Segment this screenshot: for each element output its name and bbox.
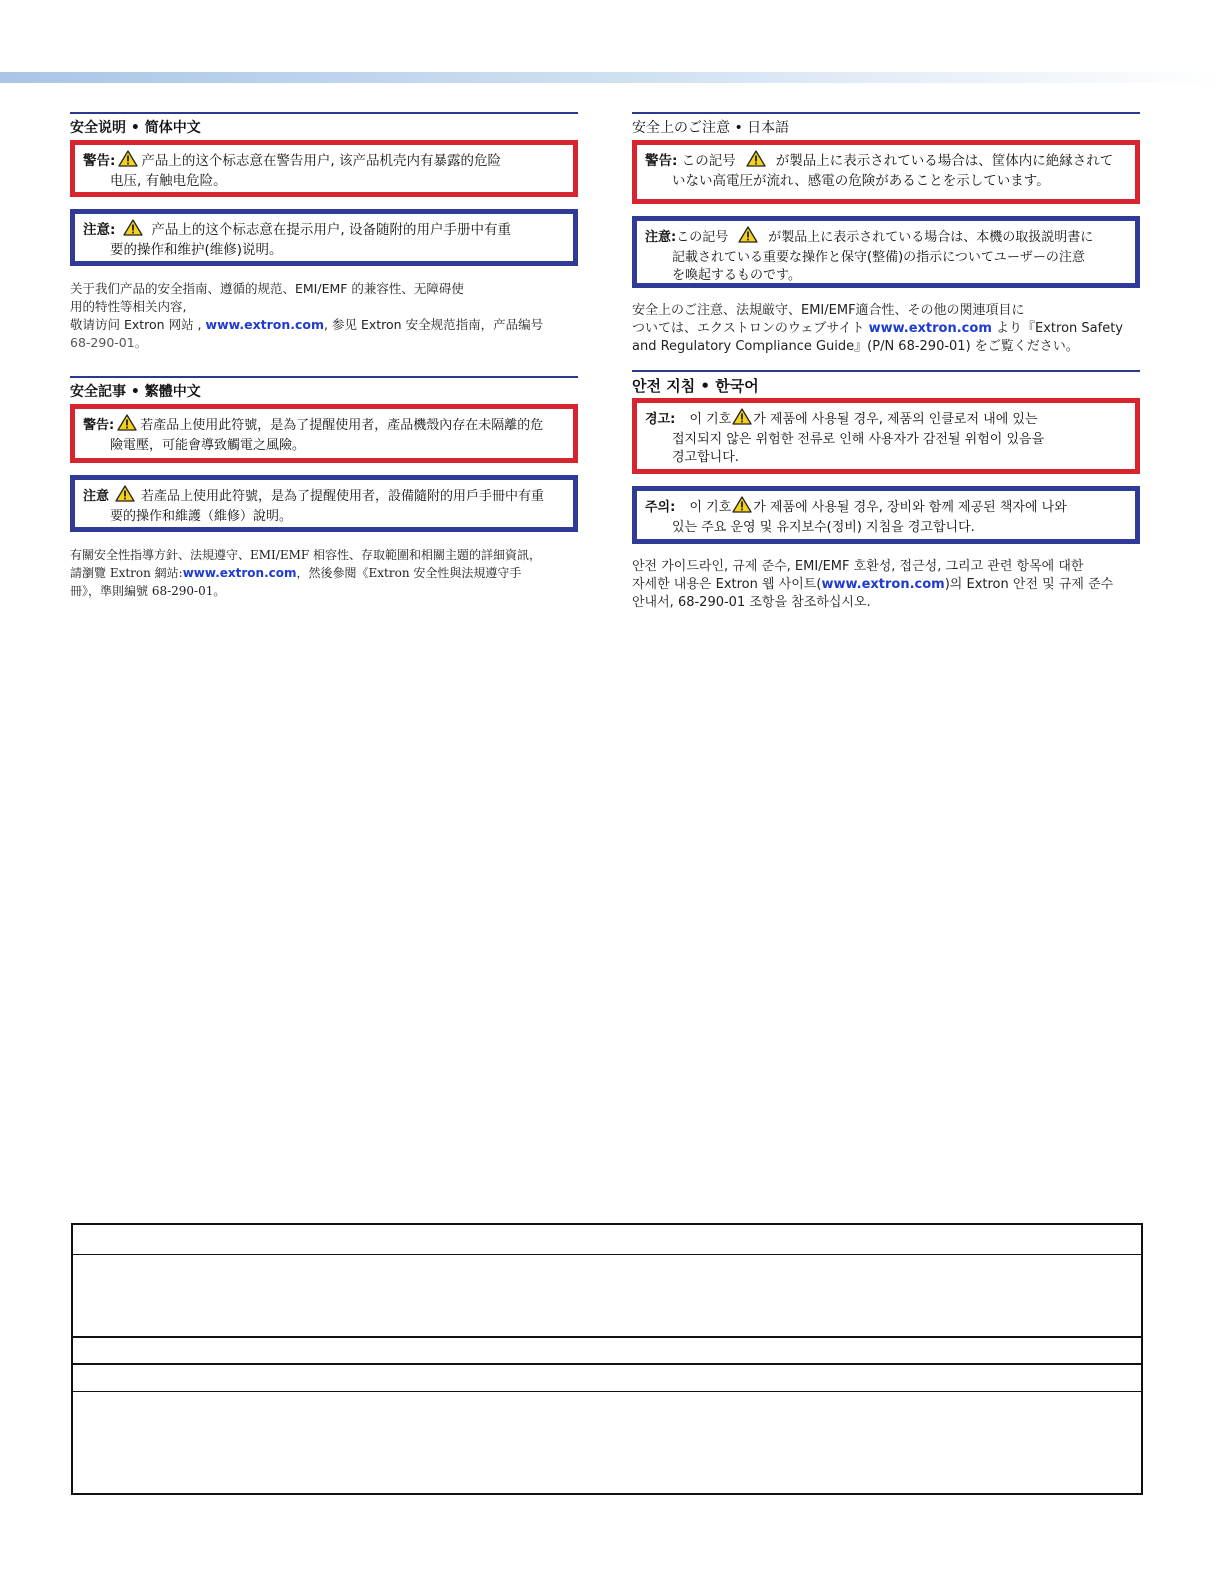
- section-traditional-chinese: [70, 376, 578, 600]
- paragraph-line: ついては、エクストロンのウェブサイト www.extron.com より『Extron Safety: [632, 321, 1123, 336]
- warning-icon: [115, 485, 135, 508]
- caution-box: [70, 209, 578, 266]
- caution-text: が製品上に表示されている場合は、本機の取扱説明書に: [768, 230, 1094, 245]
- paragraph-line: 关于我们产品的安全指南、遵循的规范、EMI/EMF 的兼容性、无障碍使: [70, 281, 464, 296]
- section-heading: 안전 지침 • 한국어: [632, 370, 1140, 398]
- section-simplified-chinese: [70, 112, 578, 352]
- extron-website-link[interactable]: www.extron.com: [821, 577, 945, 592]
- table-row: [73, 1392, 1141, 1493]
- warning-text-continued: 險電壓，可能會導致觸電之風險。: [110, 438, 306, 453]
- caution-text-continued: 要的操作和維護（維修）說明。: [110, 509, 293, 524]
- table-row: [73, 1225, 1141, 1255]
- warning-icon: [738, 226, 758, 249]
- caution-label: 注意: [83, 489, 110, 504]
- warning-text: 가 제품에 사용될 경우, 제품의 인클로저 내에 있는: [753, 412, 1038, 427]
- warning-text: 若產品上使用此符號，是為了提醒使用者，產品機殼內存在未隔離的危: [140, 418, 544, 433]
- section-japanese: [632, 112, 1140, 356]
- paragraph-line: 자세한 내용은 Extron 웹 사이트(www.extron.com)의 Extron 안전 및 규제 준수: [632, 577, 1114, 592]
- warning-text-continued: 경고합니다.: [672, 450, 739, 465]
- caution-label: 주의:: [645, 500, 676, 515]
- caution-text: 가 제품에 사용될 경우, 장비와 함께 제공된 책자에 나와: [753, 500, 1067, 515]
- caution-text-continued: を喚起するものです。: [672, 268, 801, 283]
- compliance-paragraph: [70, 280, 578, 352]
- paragraph-line: 안내서, 68-290-01 조항을 참조하십시오.: [632, 595, 871, 610]
- warning-label: 警告:: [83, 153, 116, 169]
- warning-icon: [746, 150, 766, 172]
- paragraph-line: 有關安全性指導方針、法規遵守、EMI/EMF 相容性、存取範圍和相關主題的詳細資訊，: [70, 548, 542, 562]
- warning-text-continued: 접지되지 않은 위험한 전류로 인해 사용자가 감전될 위험이 있음을: [672, 432, 1045, 447]
- table-row: [73, 1255, 1141, 1338]
- section-heading: 安全说明 • 简体中文: [70, 112, 578, 140]
- caution-text-continued: 記載されている重要な操作と保守(整備)の指示についてユーザーの注意: [672, 250, 1085, 265]
- section-heading: 安全記事 • 繁體中文: [70, 376, 578, 404]
- warning-icon: [732, 496, 752, 519]
- empty-form-table: [71, 1223, 1143, 1495]
- extron-website-link[interactable]: www.extron.com: [182, 566, 297, 580]
- caution-box: [70, 475, 578, 532]
- warning-label: 경고:: [645, 412, 676, 427]
- caution-box: 주의: 이 기호 가 제품에 사용될 경우, 장비와 함께 제공된 책자에 나와 있는 주요 운영 및 유지보수(정비) 지침을 경고합니다.: [632, 486, 1140, 544]
- paragraph-line: and Regulatory Compliance Guide』(P/N 68-290-01) をご覧ください。: [632, 339, 1079, 354]
- warning-box: [70, 404, 578, 463]
- caution-text-continued: 있는 주요 운영 및 유지보수(정비) 지침을 경고합니다.: [672, 520, 975, 535]
- caution-box: 注意:この記号 が製品上に表示されている場合は、本機の取扱説明書に 記載されている重要な操作と保守(整備)の指示についてユーザーの注意 を喚起するものです。: [632, 216, 1140, 288]
- paragraph-line: 68-290-01。: [70, 335, 148, 350]
- paragraph-line: 안전 가이드라인, 규제 준수, EMI/EMF 호환성, 접근성, 그리고 관련 항목에 대한: [632, 559, 1084, 574]
- section-heading: 安全上のご注意 • 日本語: [632, 112, 1140, 140]
- warning-icon: [118, 150, 138, 172]
- compliance-paragraph: [632, 558, 1140, 612]
- caution-text: 若產品上使用此符號，是為了提醒使用者，設備隨附的用戶手冊中有重: [141, 489, 545, 504]
- warning-label: 警告:: [645, 153, 678, 169]
- extron-website-link[interactable]: www.extron.com: [868, 321, 992, 336]
- warning-icon: [732, 408, 752, 431]
- section-korean: [632, 370, 1140, 612]
- warning-label: 警告:: [83, 418, 115, 433]
- warning-text: 产品上的这个标志意在警告用户, 该产品机壳内有暴露的危险: [141, 153, 501, 169]
- warning-box: 警告: この記号 が製品上に表示されている場合は、筐体内に絶縁されて いない高電圧が流れ、感電の危険があることを示しています。: [632, 140, 1140, 204]
- table-row: [73, 1365, 1141, 1392]
- paragraph-line: 安全上のご注意、法規厳守、EMI/EMF適合性、その他の関連項目に: [632, 303, 1025, 318]
- caution-label: 注意:: [83, 222, 116, 238]
- warning-box: [70, 140, 578, 197]
- paragraph-line: 用的特性等相关内容,: [70, 299, 187, 314]
- paragraph-line: 敬请访问 Extron 网站 , www.extron.com, 参见 Extron 安全规范指南，产品编号: [70, 317, 544, 332]
- header-gradient-bar: [0, 72, 1224, 83]
- paragraph-line: 請瀏覽 Extron 網站:www.extron.com，然後參閱《Extron 安全性與法規遵守手: [70, 566, 522, 580]
- left-column: [70, 112, 578, 600]
- warning-text-continued: 电压, 有触电危险。: [110, 173, 227, 189]
- caution-text: 产品上的这个标志意在提示用户, 设备随附的用户手册中有重: [151, 222, 511, 238]
- warning-box: 경고: 이 기호 가 제품에 사용될 경우, 제품의 인클로저 내에 있는 접지되지 않은 위험한 전류로 인해 사용자가 감전될 위험이 있음을 경고합니다.: [632, 398, 1140, 474]
- paragraph-line: 冊》，準則編號 68-290-01。: [70, 584, 226, 598]
- warning-icon: [117, 414, 137, 437]
- right-column: [632, 112, 1140, 612]
- caution-label: 注意:: [645, 230, 677, 245]
- table-row: [73, 1338, 1141, 1365]
- warning-icon: [123, 219, 143, 241]
- warning-text: が製品上に表示されている場合は、筐体内に絶縁されて: [775, 153, 1114, 169]
- caution-text-continued: 要的操作和维护(维修)说明。: [110, 242, 283, 258]
- compliance-paragraph: [632, 302, 1140, 356]
- extron-website-link[interactable]: www.extron.com: [205, 317, 325, 332]
- compliance-paragraph: [70, 546, 578, 600]
- warning-text-continued: いない高電圧が流れ、感電の危険があることを示しています。: [672, 173, 1050, 189]
